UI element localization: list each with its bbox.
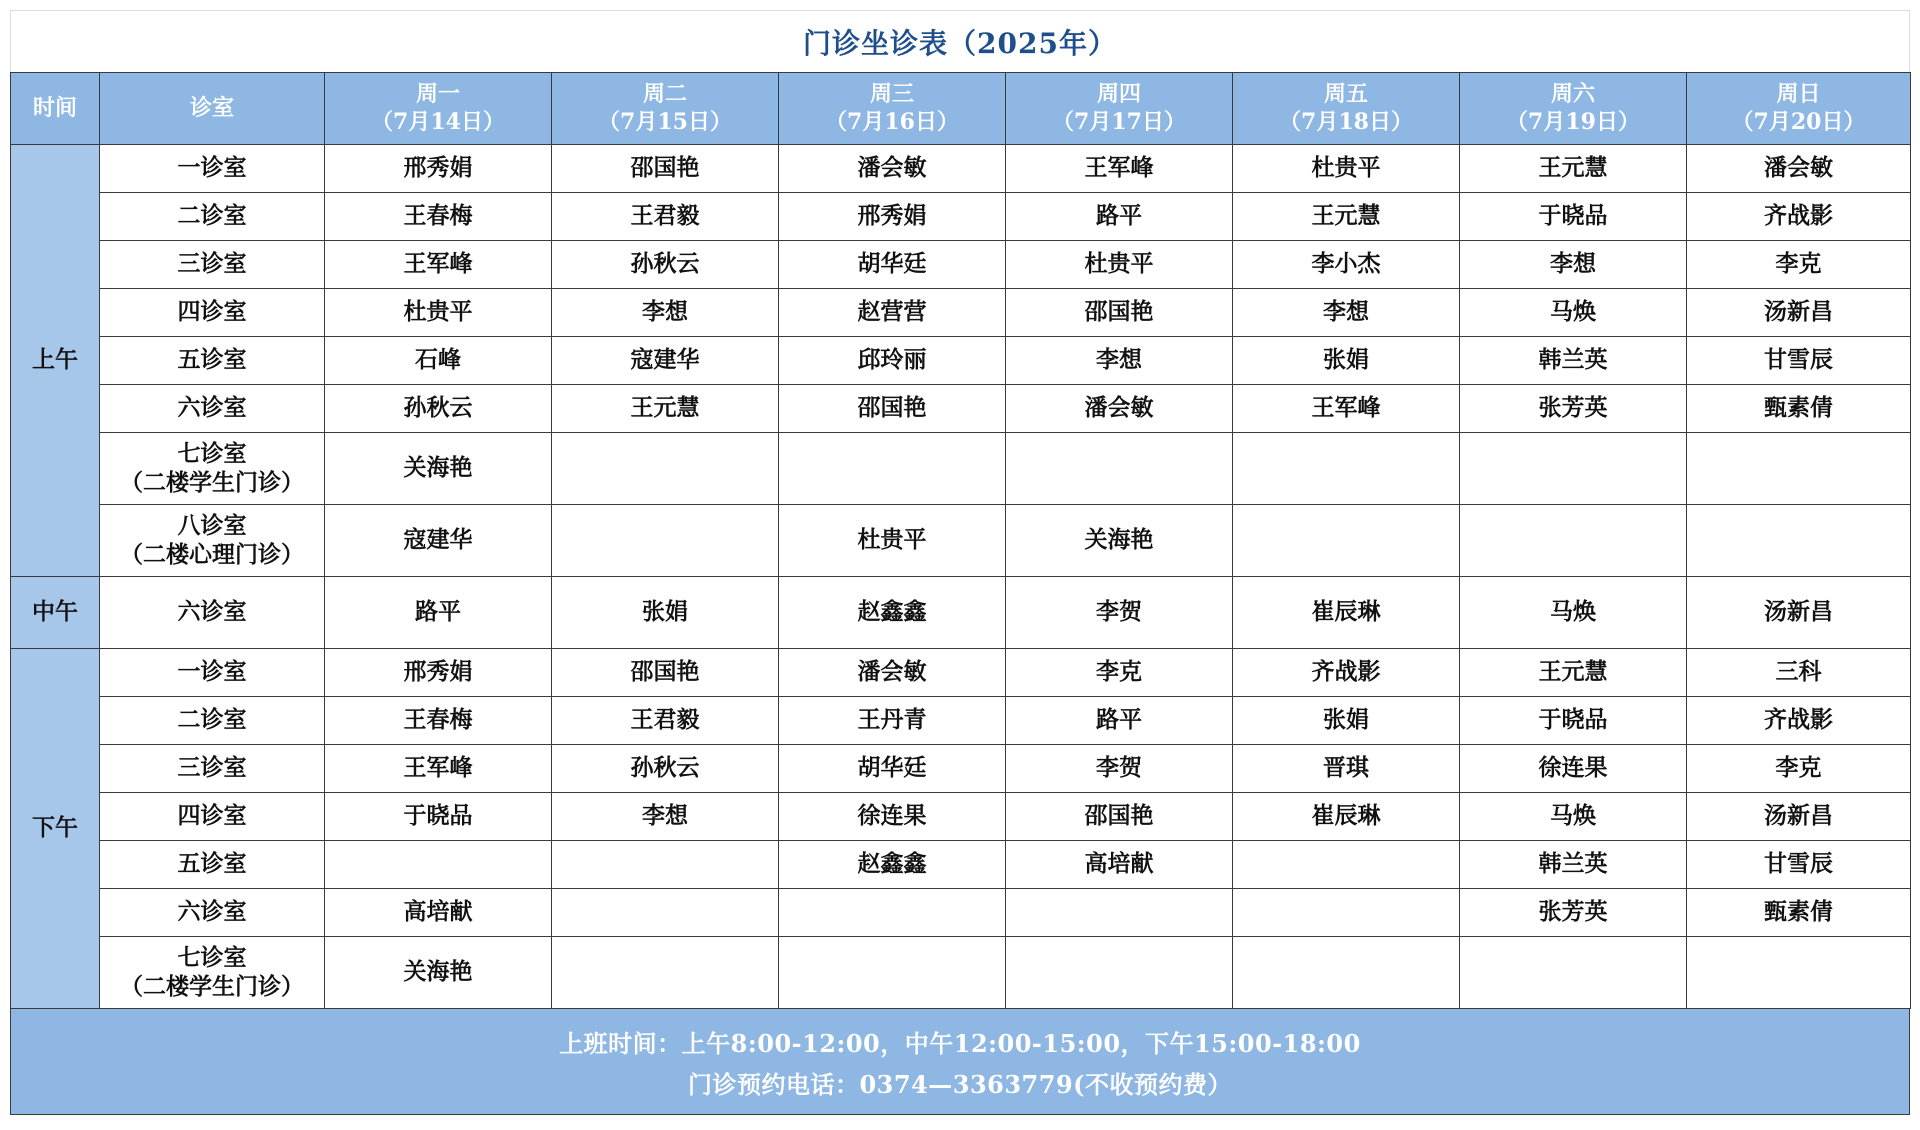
doctor-cell: 高培献: [1006, 841, 1233, 889]
doctor-cell: 杜贵平: [1233, 145, 1460, 193]
doctor-cell: 胡华廷: [779, 745, 1006, 793]
doctor-cell: 关海艳: [325, 433, 552, 505]
doctor-cell: 邢秀娟: [779, 193, 1006, 241]
doctor-cell: 王元慧: [1460, 145, 1687, 193]
doctor-cell: 李想: [1460, 241, 1687, 289]
day-name: 周三: [869, 81, 914, 107]
doctor-cell: 晋琪: [1233, 745, 1460, 793]
day-header: [779, 73, 1006, 145]
room-label: （二楼心理门诊）: [120, 540, 304, 568]
doctor-cell: 路平: [1006, 193, 1233, 241]
doctor-cell: 胡华廷: [779, 241, 1006, 289]
doctor-cell: [552, 889, 779, 937]
period-cell: 中午: [11, 577, 100, 649]
day-header: [325, 73, 552, 145]
table-row: [11, 745, 1911, 793]
day-name: 周六: [1550, 81, 1595, 107]
doctor-cell: 潘会敏: [1687, 145, 1911, 193]
room-cell: [100, 841, 325, 889]
room-label: 一诊室: [177, 154, 247, 182]
doctor-cell: [1006, 433, 1233, 505]
doctor-cell: [552, 937, 779, 1009]
room-label: 五诊室: [177, 850, 247, 878]
day-date: （7月16日）: [825, 108, 959, 135]
doctor-cell: 李想: [1006, 337, 1233, 385]
day-name: 周二: [642, 81, 687, 107]
doctor-cell: 崔辰琳: [1233, 577, 1460, 649]
doctor-cell: 李想: [1233, 289, 1460, 337]
doctor-cell: [1233, 505, 1460, 577]
room-cell: [100, 745, 325, 793]
doctor-cell: 路平: [325, 577, 552, 649]
doctor-cell: [1233, 841, 1460, 889]
day-name: 周一: [415, 81, 460, 107]
doctor-cell: 王军峰: [325, 745, 552, 793]
schedule-sheet: [10, 10, 1910, 1122]
doctor-cell: [1460, 937, 1687, 1009]
table-row: [11, 241, 1911, 289]
table-row: [11, 697, 1911, 745]
doctor-cell: [1687, 505, 1911, 577]
table-row: [11, 937, 1911, 1009]
table-row: [11, 793, 1911, 841]
room-label: 六诊室: [177, 898, 247, 926]
doctor-cell: 甘雪辰: [1687, 841, 1911, 889]
room-cell: [100, 793, 325, 841]
table-row: [11, 385, 1911, 433]
doctor-cell: [1233, 889, 1460, 937]
room-label: 六诊室: [177, 598, 247, 626]
doctor-cell: 张娟: [552, 577, 779, 649]
table-row: [11, 889, 1911, 937]
doctor-cell: 李想: [552, 793, 779, 841]
table-row: [11, 289, 1911, 337]
doctor-cell: 马焕: [1460, 289, 1687, 337]
room-label: 二诊室: [177, 202, 247, 230]
doctor-cell: 于晓品: [1460, 697, 1687, 745]
doctor-cell: [552, 505, 779, 577]
doctor-cell: 崔辰琳: [1233, 793, 1460, 841]
doctor-cell: 赵鑫鑫: [779, 841, 1006, 889]
page-title: 门诊坐诊表（2025年）: [10, 10, 1910, 72]
doctor-cell: 邱玲丽: [779, 337, 1006, 385]
doctor-cell: 李克: [1687, 745, 1911, 793]
doctor-cell: 三科: [1687, 649, 1911, 697]
table-row: [11, 649, 1911, 697]
room-label: 一诊室: [177, 658, 247, 686]
room-cell: [100, 505, 325, 577]
footer: [10, 1009, 1910, 1115]
doctor-cell: 孙秋云: [325, 385, 552, 433]
doctor-cell: [779, 433, 1006, 505]
doctor-cell: [1687, 937, 1911, 1009]
doctor-cell: 邢秀娟: [325, 649, 552, 697]
doctor-cell: 甄素倩: [1687, 889, 1911, 937]
doctor-cell: 王元慧: [552, 385, 779, 433]
room-label: 五诊室: [177, 346, 247, 374]
room-cell: [100, 289, 325, 337]
doctor-cell: 赵鑫鑫: [779, 577, 1006, 649]
doctor-cell: 赵营营: [779, 289, 1006, 337]
room-cell: [100, 697, 325, 745]
doctor-cell: 张芳英: [1460, 385, 1687, 433]
room-cell: [100, 241, 325, 289]
period-cell: 下午: [11, 649, 100, 1009]
doctor-cell: 孙秋云: [552, 241, 779, 289]
doctor-cell: [1460, 433, 1687, 505]
doctor-cell: 王丹青: [779, 697, 1006, 745]
day-date: （7月15日）: [598, 108, 732, 135]
room-label: （二楼学生门诊）: [120, 972, 304, 1000]
room-cell: [100, 193, 325, 241]
day-date: （7月20日）: [1731, 108, 1866, 135]
doctor-cell: 路平: [1006, 697, 1233, 745]
doctor-cell: 汤新昌: [1687, 577, 1911, 649]
doctor-cell: 齐战影: [1687, 697, 1911, 745]
room-label: （二楼学生门诊）: [120, 468, 304, 496]
room-cell: [100, 937, 325, 1009]
room-cell: [100, 889, 325, 937]
day-date: （7月18日）: [1279, 108, 1413, 135]
table-row: [11, 193, 1911, 241]
day-header: [1006, 73, 1233, 145]
doctor-cell: 寇建华: [552, 337, 779, 385]
table-row: [11, 145, 1911, 193]
table-row: [11, 577, 1911, 649]
doctor-cell: [1460, 505, 1687, 577]
table-row: [11, 841, 1911, 889]
doctor-cell: 王军峰: [1233, 385, 1460, 433]
doctor-cell: 甄素倩: [1687, 385, 1911, 433]
doctor-cell: 关海艳: [325, 937, 552, 1009]
doctor-cell: 潘会敏: [779, 145, 1006, 193]
room-label: 三诊室: [177, 250, 247, 278]
room-label: 七诊室: [177, 439, 247, 467]
room-cell: [100, 433, 325, 505]
doctor-cell: 李贺: [1006, 577, 1233, 649]
table-row: [11, 337, 1911, 385]
doctor-cell: 王君毅: [552, 697, 779, 745]
doctor-cell: [1687, 433, 1911, 505]
doctor-cell: 甘雪辰: [1687, 337, 1911, 385]
doctor-cell: 王军峰: [325, 241, 552, 289]
doctor-cell: 王春梅: [325, 193, 552, 241]
doctor-cell: 王军峰: [1006, 145, 1233, 193]
doctor-cell: [552, 841, 779, 889]
doctor-cell: [1006, 937, 1233, 1009]
room-header: 诊室: [100, 73, 325, 145]
room-cell: [100, 577, 325, 649]
work-hours: 上班时间：上午8:00-12:00，中午12:00-15:00，下午15:00-18:00: [559, 1028, 1361, 1058]
room-label: 三诊室: [177, 754, 247, 782]
room-label: 七诊室: [177, 943, 247, 971]
day-date: （7月17日）: [1052, 108, 1186, 135]
day-header: [1687, 73, 1911, 145]
doctor-cell: 王春梅: [325, 697, 552, 745]
doctor-cell: 邵国艳: [552, 649, 779, 697]
doctor-cell: 齐战影: [1687, 193, 1911, 241]
doctor-cell: 杜贵平: [779, 505, 1006, 577]
doctor-cell: 汤新昌: [1687, 793, 1911, 841]
doctor-cell: 王君毅: [552, 193, 779, 241]
doctor-cell: 高培献: [325, 889, 552, 937]
header-row: [11, 73, 1911, 145]
table-row: [11, 433, 1911, 505]
doctor-cell: 汤新昌: [1687, 289, 1911, 337]
doctor-cell: [1006, 889, 1233, 937]
doctor-cell: 韩兰英: [1460, 841, 1687, 889]
doctor-cell: 寇建华: [325, 505, 552, 577]
room-label: 六诊室: [177, 394, 247, 422]
day-name: 周五: [1323, 81, 1368, 107]
doctor-cell: 韩兰英: [1460, 337, 1687, 385]
room-cell: [100, 385, 325, 433]
doctor-cell: 李克: [1687, 241, 1911, 289]
doctor-cell: 张娟: [1233, 337, 1460, 385]
doctor-cell: 马焕: [1460, 577, 1687, 649]
day-header: [552, 73, 779, 145]
period-cell: 上午: [11, 145, 100, 577]
doctor-cell: 张娟: [1233, 697, 1460, 745]
schedule-table: [10, 72, 1911, 1009]
table-row: [11, 505, 1911, 577]
doctor-cell: 齐战影: [1233, 649, 1460, 697]
room-cell: [100, 145, 325, 193]
doctor-cell: 徐连果: [1460, 745, 1687, 793]
doctor-cell: 徐连果: [779, 793, 1006, 841]
doctor-cell: 李克: [1006, 649, 1233, 697]
doctor-cell: 孙秋云: [552, 745, 779, 793]
room-label: 四诊室: [177, 298, 247, 326]
room-label: 二诊室: [177, 706, 247, 734]
doctor-cell: 潘会敏: [1006, 385, 1233, 433]
doctor-cell: 王元慧: [1233, 193, 1460, 241]
doctor-cell: 邵国艳: [552, 145, 779, 193]
doctor-cell: 潘会敏: [779, 649, 1006, 697]
day-header: [1233, 73, 1460, 145]
day-date: （7月19日）: [1506, 108, 1640, 135]
doctor-cell: [1233, 937, 1460, 1009]
doctor-cell: 李想: [552, 289, 779, 337]
doctor-cell: [779, 937, 1006, 1009]
doctor-cell: 杜贵平: [325, 289, 552, 337]
doctor-cell: [1233, 433, 1460, 505]
doctor-cell: [552, 433, 779, 505]
doctor-cell: [779, 889, 1006, 937]
time-header: 时间: [11, 73, 100, 145]
room-label: 八诊室: [177, 511, 247, 539]
day-date: （7月14日）: [371, 108, 505, 135]
doctor-cell: [325, 841, 552, 889]
day-header: [1460, 73, 1687, 145]
schedule-body: [11, 145, 1911, 1009]
doctor-cell: 张芳英: [1460, 889, 1687, 937]
doctor-cell: 邵国艳: [1006, 289, 1233, 337]
room-cell: [100, 337, 325, 385]
booking-phone: 门诊预约电话：0374—3363779(不收预约费）: [687, 1069, 1233, 1099]
doctor-cell: 王元慧: [1460, 649, 1687, 697]
doctor-cell: 邵国艳: [1006, 793, 1233, 841]
doctor-cell: 石峰: [325, 337, 552, 385]
doctor-cell: 马焕: [1460, 793, 1687, 841]
doctor-cell: 关海艳: [1006, 505, 1233, 577]
doctor-cell: 李小杰: [1233, 241, 1460, 289]
doctor-cell: 杜贵平: [1006, 241, 1233, 289]
doctor-cell: 邵国艳: [779, 385, 1006, 433]
day-name: 周四: [1096, 81, 1141, 107]
doctor-cell: 邢秀娟: [325, 145, 552, 193]
day-name: 周日: [1776, 81, 1821, 107]
doctor-cell: 于晓品: [1460, 193, 1687, 241]
doctor-cell: 于晓品: [325, 793, 552, 841]
room-label: 四诊室: [177, 802, 247, 830]
room-cell: [100, 649, 325, 697]
doctor-cell: 李贺: [1006, 745, 1233, 793]
